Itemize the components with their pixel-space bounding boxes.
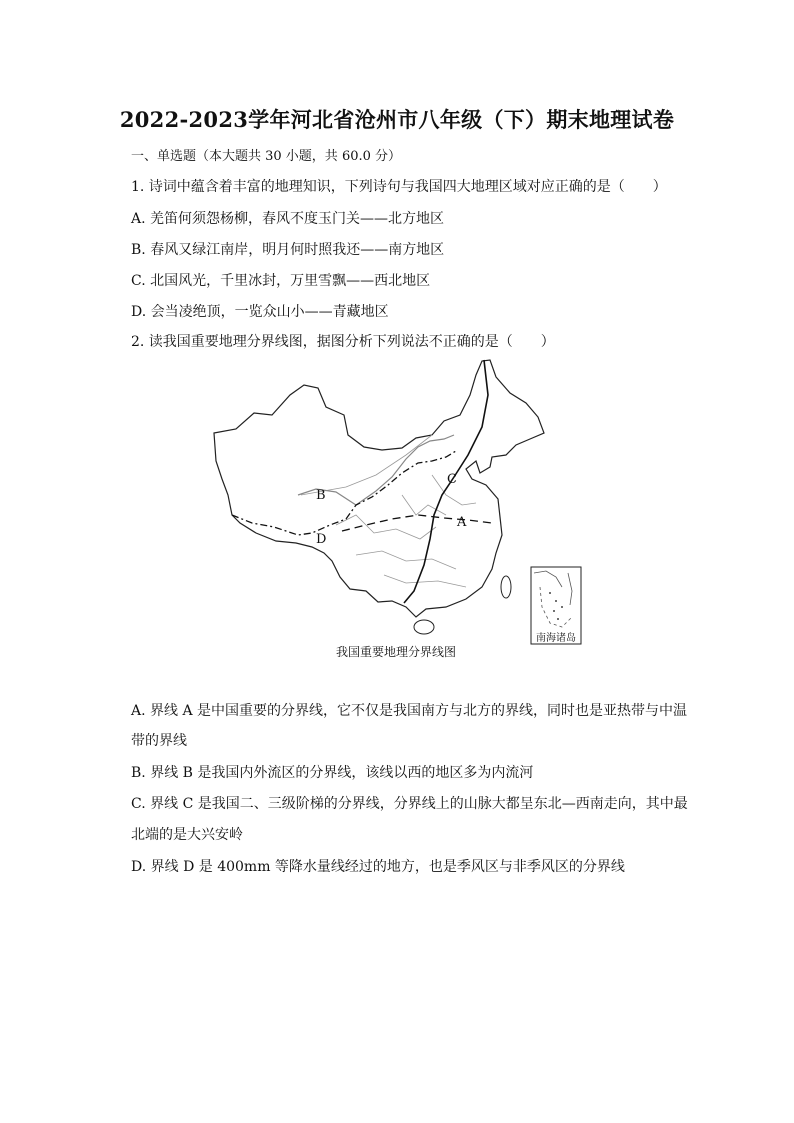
question-2-option-a-line2: 带的界线 (131, 733, 187, 749)
boundary-line-d (232, 451, 456, 535)
question-2-option-a-line1: A. 界线 A 是中国重要的分界线，它不仅是我国南方与北方的界线，同时也是亚热带与中温 (131, 703, 688, 719)
question-2-option-d: D. 界线 D 是 400mm 等降水量线经过的地方，也是季风区与非季风区的分界线 (131, 859, 625, 875)
map-caption: 我国重要地理分界线图 (335, 645, 456, 659)
exam-title: 2022-2023学年河北省沧州市八年级（下）期末地理试卷 (119, 107, 675, 132)
question-1-option-d: D. 会当凌绝顶，一览众山小——青藏地区 (131, 304, 389, 320)
question-2-option-c-line1: C. 界线 C 是我国二、三级阶梯的分界线，分界线上的山脉大都呈东北—西南走向，其中最 (131, 796, 688, 812)
boundary-line-c (404, 360, 488, 603)
question-2-option-c-line2: 北端的是大兴安岭 (131, 827, 243, 843)
province-boundaries (301, 435, 476, 587)
line-label-d: D (316, 532, 327, 547)
question-1-option-a: A. 羌笛何须怨杨柳，春风不度玉门关——北方地区 (131, 211, 445, 227)
line-label-a: A (457, 515, 467, 530)
south-china-sea-inset (531, 567, 581, 644)
inset-label: 南海诸岛 (536, 633, 576, 644)
question-1-stem: 1. 诗词中蕴含着丰富的地理知识，下列诗句与我国四大地理区域对应正确的是（ ） (131, 179, 667, 195)
china-boundary-map (206, 355, 586, 650)
question-1-option-c: C. 北国风光，千里冰封，万里雪飘——西北地区 (131, 273, 431, 289)
section-heading: 一、单选题（本大题共 30 小题，共 60.0 分） (131, 149, 402, 164)
question-2-stem: 2. 读我国重要地理分界线图，据图分析下列说法不正确的是（ ） (131, 334, 555, 350)
taiwan-island (501, 576, 511, 598)
line-label-c: C (447, 472, 457, 487)
hainan-island (414, 620, 434, 634)
question-2-option-b: B. 界线 B 是我国内外流区的分界线，该线以西的地区多为内流河 (131, 765, 534, 781)
line-label-b: B (316, 488, 326, 503)
question-1-option-b: B. 春风又绿江南岸，明月何时照我还——南方地区 (131, 242, 445, 258)
